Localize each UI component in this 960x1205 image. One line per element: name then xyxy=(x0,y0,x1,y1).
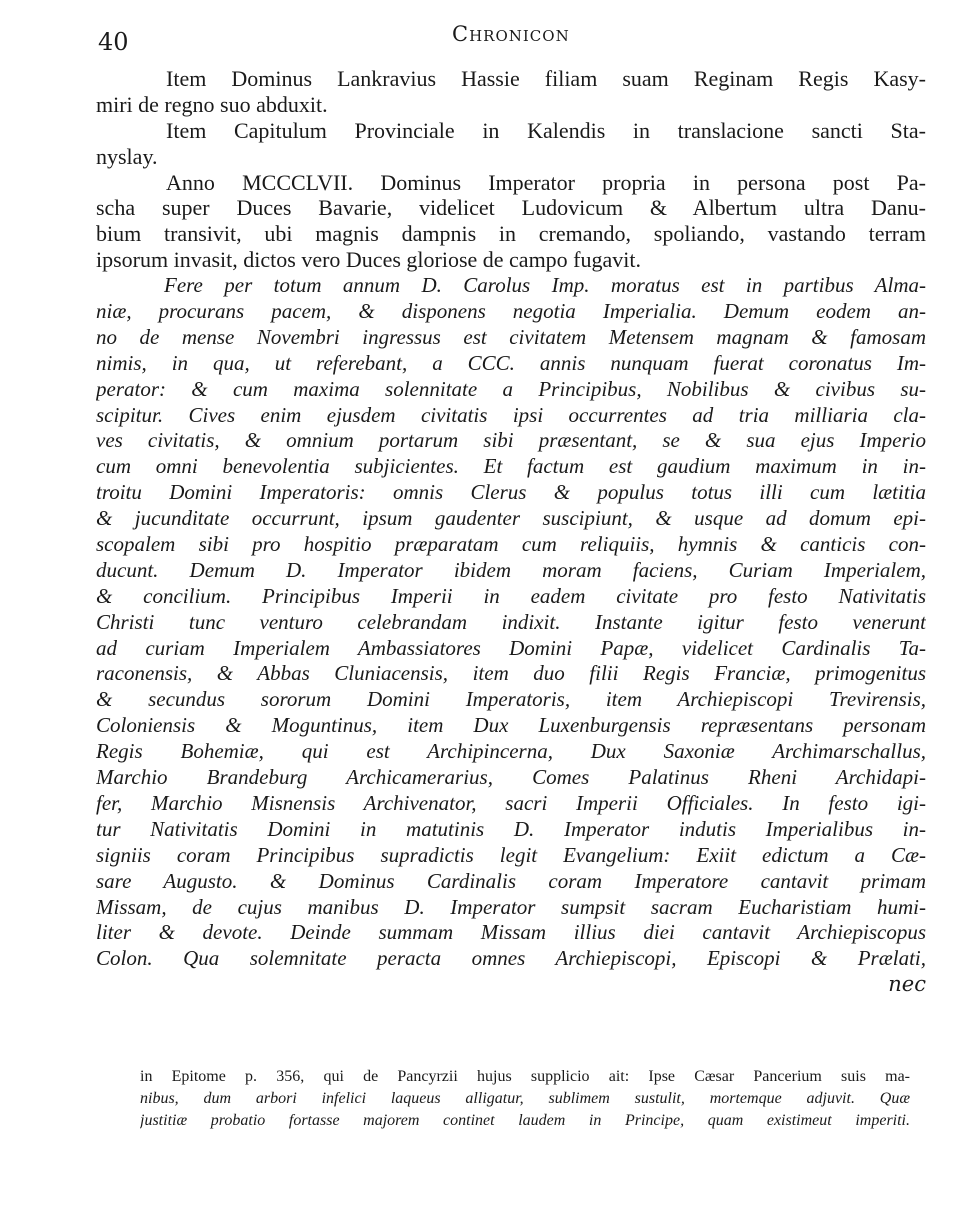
running-head: Chronicon xyxy=(452,22,570,46)
text-line: tur Nativitatis Domini in matutinis D. Imperator indutis Imperialibus in- xyxy=(96,816,926,841)
footnote xyxy=(140,1066,910,1132)
text-line: Marchio Brandeburg Archicamerarius, Comes Palatinus Rheni Archidapi- xyxy=(96,765,926,790)
text-line: & jucunditate occurrunt, ipsum gaudenter suscipiunt, & usque ad domum epi- xyxy=(96,506,926,531)
text-line: niæ, procurans pacem, & disponens negotia Imperialia. Demum eodem an- xyxy=(96,299,926,324)
text-line: signiis coram Principibus supradictis legit Evangelium: Exiit edictum a Cæ- xyxy=(96,842,926,867)
text-line: Anno MCCCLVII. Dominus Imperator propria in persona post Pa- xyxy=(166,169,926,195)
text-line: Item Capitulum Provinciale in Kalendis in translacione sancti Sta- xyxy=(166,117,926,143)
text-line: cum omni benevolentia subjicientes. Et factum est gaudium maximum in in- xyxy=(96,454,926,479)
main-text xyxy=(96,66,926,998)
text-line: & concilium. Principibus Imperii in eadem civitate pro festo Nativitatis xyxy=(96,583,926,608)
text-line: no de mense Novembri ingressus est civitatem Metensem magnam & famosam xyxy=(96,324,926,349)
text-line: Regis Bohemiæ, qui est Archipincerna, Dux Saxoniæ Archimarschallus, xyxy=(96,739,926,764)
text-line: scha super Duces Bavarie, videlicet Ludovicum & Albertum ultra Danu- xyxy=(96,195,926,221)
text-line: troitu Domini Imperatoris: omnis Clerus & populus totus illi cum lætitia xyxy=(96,480,926,505)
text-line: liter & devote. Deinde summam Missam illius diei cantavit Archiepiscopus xyxy=(96,920,926,945)
footnote-line: justitiæ probatio fortasse majorem continet laudem in Principe, quam existimeut imperiti. xyxy=(140,1112,910,1129)
text-line: ipsorum invasit, dictos vero Duces gloriose de campo fugavit. xyxy=(96,247,641,273)
text-line: scopalem sibi pro hospitio præparatam cum reliquiis, hymnis & canticis con- xyxy=(96,532,926,557)
catchword: nec xyxy=(888,972,926,997)
text-line: miri de regno suo abduxit. xyxy=(96,91,328,117)
text-line: Colon. Qua solemnitate peracta omnes Archiepiscopi, Episcopi & Prælati, xyxy=(96,946,926,971)
text-line: scipitur. Cives enim ejusdem civitatis ipsi occurrentes ad tria milliaria cla- xyxy=(96,402,926,427)
footnote-line: in Epitome p. 356, qui de Pancyrzii hujus supplicio ait: Ipse Cæsar Pancerium suis ma- xyxy=(140,1068,910,1085)
text-line: Item Dominus Lankravius Hassie filiam suam Reginam Regis Kasy- xyxy=(166,66,926,91)
text-line: raconensis, & Abbas Cluniacensis, item duo filii Regis Franciæ, primogenitus xyxy=(96,661,926,686)
text-line: fer, Marchio Misnensis Archivenator, sacri Imperii Officiales. In festo igi- xyxy=(96,790,926,815)
text-line: perator: & cum maxima solennitate a Principibus, Nobilibus & civibus su- xyxy=(96,376,926,401)
text-line: ves civitatis, & omnium portarum sibi præsentant, se & sua ejus Imperio xyxy=(96,428,926,453)
text-line: Coloniensis & Moguntinus, item Dux Luxenburgensis repræsentans personam xyxy=(96,713,926,738)
page-number: 40 xyxy=(98,28,129,56)
text-line: ducunt. Demum D. Imperator ibidem moram faciens, Curiam Imperialem, xyxy=(96,557,926,582)
footnote-line: nibus, dum arbori infelici laqueus alligatur, sublimem sustulit, mortemque adjuvit. Quæ xyxy=(140,1090,910,1107)
text-line: Missam, de cujus manibus D. Imperator sumpsit sacram Eucharistiam humi- xyxy=(96,894,926,919)
text-line: nimis, in qua, ut referebant, a CCC. annis nunquam fuerat coronatus Im- xyxy=(96,350,926,375)
text-line: sare Augusto. & Dominus Cardinalis coram Imperatore cantavit primam xyxy=(96,868,926,893)
text-line: nyslay. xyxy=(96,143,158,169)
text-line: & secundus sororum Domini Imperatoris, item Archiepiscopi Trevirensis, xyxy=(96,687,926,712)
text-line: bium transivit, ubi magnis dampnis in cremando, spoliando, vastando terram xyxy=(96,221,926,247)
text-line: ad curiam Imperialem Ambassiatores Domini Papæ, videlicet Cardinalis Ta- xyxy=(96,635,926,660)
text-line: Fere per totum annum D. Carolus Imp. moratus est in partibus Alma- xyxy=(164,273,926,298)
text-line: Christi tunc venturo celebrandam indixit. Instante igitur festo venerunt xyxy=(96,609,926,634)
